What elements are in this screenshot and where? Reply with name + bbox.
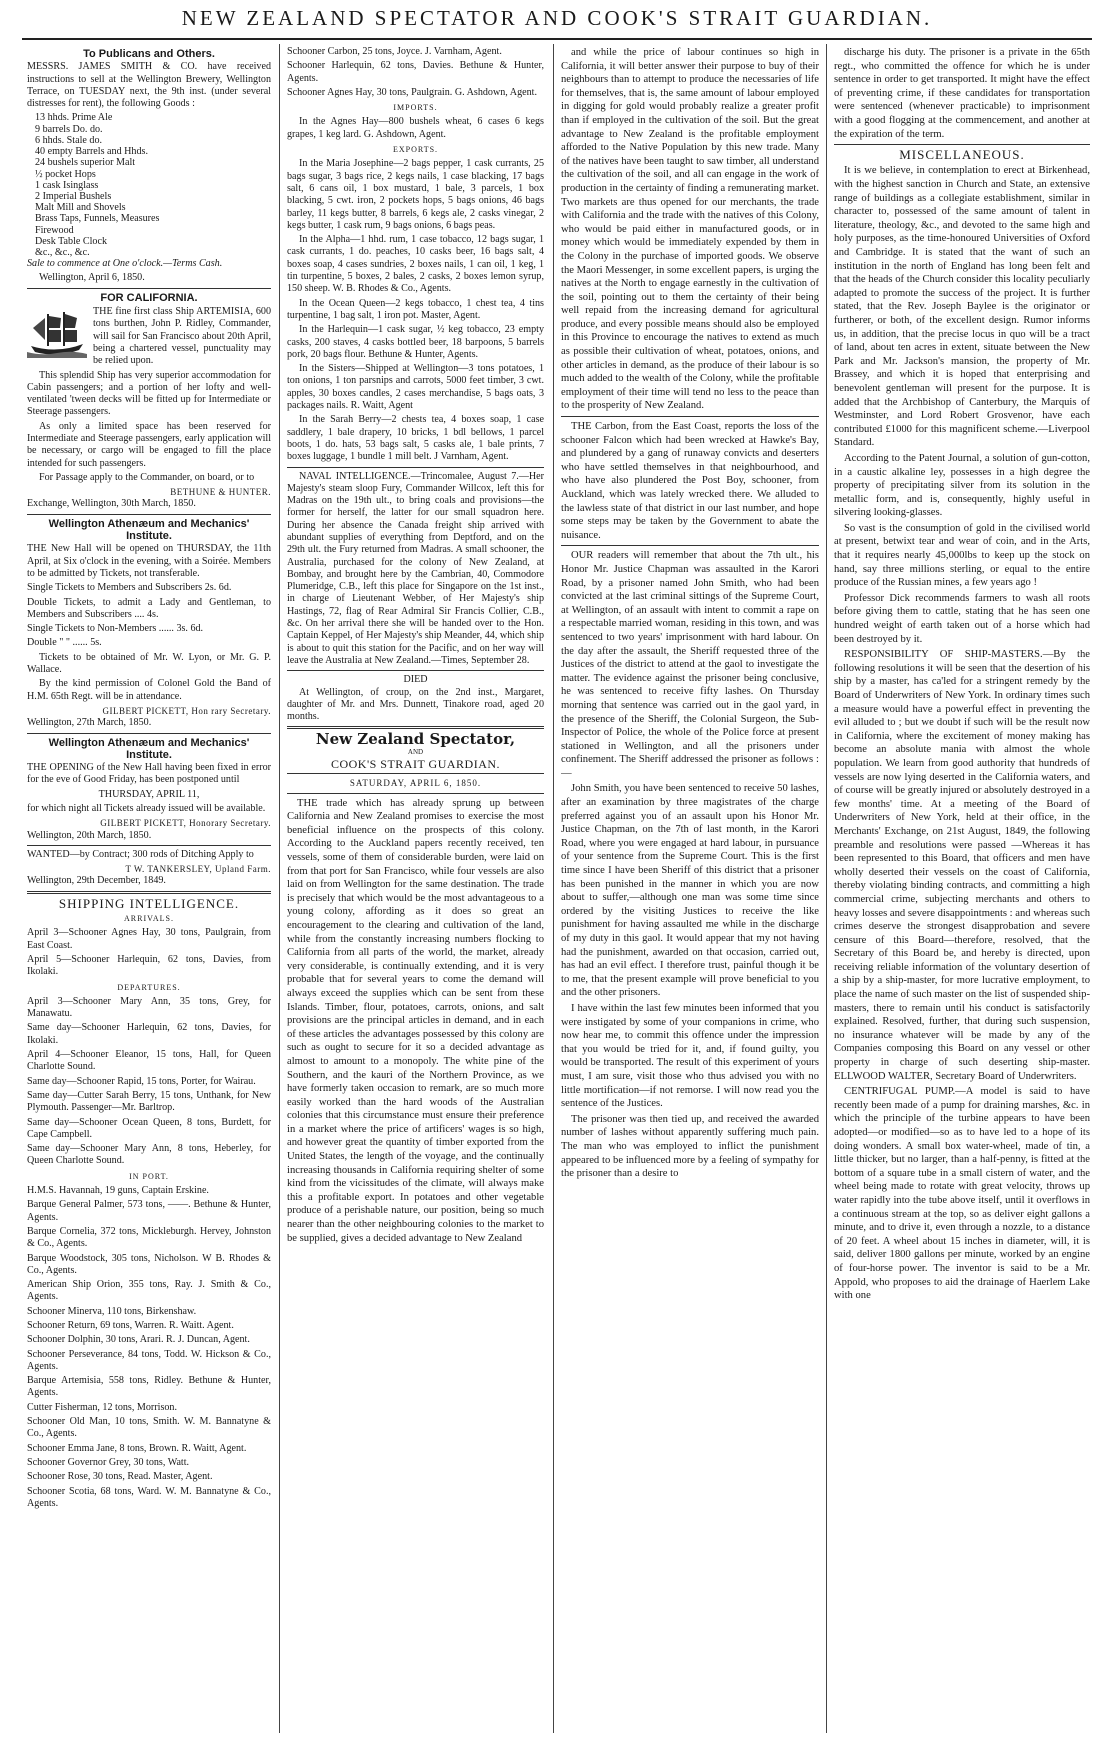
goods-item: 13 hhds. Prime Ale <box>35 112 113 124</box>
exports-entry: In the Maria Josephine—2 bags pepper, 1 cask currants, 25 bags sugar, 3 bags rice, 2 kegs nails, 1 case blacking, 17 bags salt, 6 cans oil, 1 box mustard, 1 bale, 3 parcels, 1 box blacking, 5 cwt. iron, 2 pockets hops, 5 bags onions, 46 bags barley, 11 kegs butter, 8 barrels, 6 kegs ale, 2 casks vinegar, 2 kegs butter, 1 cask rum, 9 bags onions, 6 bags peas. <box>287 158 544 231</box>
divider <box>27 891 271 894</box>
shipping-entry: Cutter Fisherman, 12 tons, Morrison. <box>27 1401 177 1413</box>
ad-text: Double Tickets, to admit a Lady and Gentleman, to Members and Subscribers .... 4s. <box>27 596 271 620</box>
divider <box>561 545 819 546</box>
divider <box>27 845 271 846</box>
article-paragraph: discharge his duty. The prisoner is a private in the 65th regt., who committed the offence for which he is under sentence in order to get transported. It might have the effect of preventing crime, if these candidates for transportation were sentenced (whenever practicable) to imprisonment with a good flogging at the commencement, and another at the expiration of the term. <box>834 47 1090 140</box>
shipping-entry: Schooner Harlequin, 62 tons, Davies. Bethune & Hunter, Agents. <box>287 60 544 84</box>
paper-date: SATURDAY, APRIL 6, 1850. <box>349 778 482 789</box>
goods-list <box>27 112 271 258</box>
goods-item: 40 empty Barrels and Hhds. <box>35 146 148 158</box>
divider <box>834 144 1090 145</box>
shipping-entry: April 3—Schooner Agnes Hay, 30 tons, Paulgrain, from East Coast. <box>27 927 271 951</box>
subsection-title: EXPORTS. <box>392 145 439 155</box>
goods-item: 24 bushels superior Malt <box>35 157 136 169</box>
exports-entry: In the Sisters—Shipped at Wellington—3 tons potatoes, 1 ton onions, 1 ton parsnips and carrots, 5000 feet timber, 3 cwt. apples, 30 boxes candles, 2 cases merchandise, 5 bags oats, 3 packages nails. R. Waitt, Agent <box>287 363 544 412</box>
shipping-entry: Schooner Agnes Hay, 30 tons, Paulgrain. G. Ashdown, Agent. <box>287 86 537 98</box>
exports-entry: In the Alpha—1 hhd. rum, 1 case tobacco, 12 bags sugar, 1 cask currants, 1 do. peaches, 10 casks beer, 16 bags salt, 4 boxes soap, 4 cases sundries, 2 boxes nails, 1 can oil, 1 keg, 1 tin turpentine, 5 boxes, 2 bales, 2 casks, 2 boxes lemon syrup, 150 sheep. W. B. Rhodes & Co., Agents. <box>287 234 544 295</box>
editorial-paragraph: THE trade which has already sprung up between California and New Zealand promises to exercise the most beneficial influence on the prospects of this colony. According to the Auckland papers recently received, ten vessels, some of them of considerable burden, were laid on from that port for San Francisco, while four vessels are also laid on from Wellington for the same destination. The trade is precisely that which would be the most advantageous to a young colony, affording as it does so great an encouragement to the clearing and cultivation of the land, while from the constantly increasing numbers flocking to California from all parts of the world, the market, already very considerable, is continually extending, and it is very probable that for several years to come the demand will always exceed the supplies which can be sent from these Islands. Timber, flour, potatoes, carrots, onions, and salt provisions are the principal articles in demand, and in each of these articles the advantages possessed by this colony are such as ought to secure for it so a decided advantage as almost to amount to a monopoly. The white pine of the Southern, and the kauri of the Northern Province, as we have formerly taken occasion to remark, are so much more easily worked than the hard woods of the Australian colonies that this circumstance must ensure their preference in a market where the price of artificers' wages is so high, and however great the quantity of timber exported from the United States, the length of the voyage, and the continually increasing thousands in California requiring shelter of some kind from the vicissitudes of the climate, will always make this a profitable export. In potatoes and other vegetable produce of a perishable nature, our position, being so much nearer than the other neighbouring colonies to the market to be supplied, gives a decided advantage to New Zealand <box>287 797 544 1244</box>
divider <box>287 467 544 468</box>
ad-date: Wellington, April 6, 1850. <box>39 272 145 284</box>
shipping-entry: Schooner Return, 69 tons, Warren. R. Waitt. Agent. <box>27 1319 234 1331</box>
article-paragraph: OUR readers will remember that about the 7th ult., his Honor Mr. Justice Chapman was assaulted in the Karori Road, by a prisoner named John Smith, who had been convicted at the last criminal sittings of the Supreme Court, at Wellington, of an assault with intent to commit a rape on a respectable married woman, residing in this town, and was sentenced to two years' imprisonment with hard labour. On the day after the assault, the Sheriff requested three of the Justices of the district to attend at the gaol to investigate the matter. The evidence against the prisoner being conclusive, he was sentenced to receive fifty lashes. On Thursday morning that sentence was carried out in the gaol yard, in the presence of the Sheriff, the Colonial Surgeon, the Sub-Inspector of Police, the whole of the Police force at present stationed in Wellington, and all the prisoners under confinement. The Sheriff addressed the prisoner as follows :— <box>561 550 819 779</box>
article-paragraph: THE Carbon, from the East Coast, reports the loss of the schooner Falcon which had been wrecked at Hawke's Bay, and plundered by a gang of runaway convicts and deserters who have settled themselves in that neighbourhood, and who have also plundered the Post Boy, schooner, from Auckland, which was lately wrecked there. We alluded to the lawless state of that district in our last number, and hope some steps may be taken by the Government to abate the nuisance. <box>561 421 819 541</box>
divider <box>287 773 544 774</box>
shipping-entry: Same day—Cutter Sarah Berry, 15 tons, Unthank, for New Plymouth. Passenger—Mr. Barltrop. <box>27 1089 271 1114</box>
shipping-entry: Schooner Dolphin, 30 tons, Arari. R. J. Duncan, Agent. <box>27 1334 250 1346</box>
ad-date: Wellington, 29th December, 1849. <box>27 875 166 887</box>
sailing-ship-icon <box>27 306 87 358</box>
column-divider <box>826 44 827 1733</box>
article-paragraph: RESPONSIBILITY OF SHIP-MASTERS.—By the following resolutions it will be seen that the desertion of his ship by a master, has ca'led for a stringent remedy by the Board of Underwriters of New York. In ordinary times such a measure would have a powerful effect in preventing the evil alluded to ; but we doubt if such will be the result now in California, where the excitement of money making has become an absolute mania with almost the whole population. We learn from good authority that hundreds of vessels are now lying deserted in the California waters, and of course will be greatly injured or absolutely destroyed in a few months' time. At a meeting of the Board of Underwriters of New York, held at their office, in the Merchants' Exchange, on 21st August, 1849, the following preamble and resolutions were passed —Whereas it has been represented to this Board, that officers and men have wholly deserted their vessels on the coast of California, thereby violating binding contracts, and committing a high commercial crime, subjecting merchants and others to heavy losses and severe disappointments : and whereas such crimes deserve the strongest disapprobation and severe censure of this Board—therefore, resolved, that the Secretary of this Board be, and hereby is directed, upon receiving reliable information of the voluntary desertion of a ship by a ship-master, for more lucrative employment, to place the name of such master on the list of suspended ship-masters, there to remain until his conduct is satisfactorily explained. Resolved, further, that during such suspension, no insurance whatever will be made by any of the Companies composing this Board on any vessel or other property in charge of such deserting ship-master. ELLWOOD WALTER, Secretary Board of Underwriters. <box>834 649 1090 1082</box>
shipping-entry: Barque Artemisia, 558 tons, Ridley. Bethune & Hunter, Agents. <box>27 1375 271 1399</box>
imports-text: In the Agnes Hay—800 bushels wheat, 6 cases 6 kegs grapes, 1 keg lard. G. Ashdown, Agent. <box>287 116 544 140</box>
shipping-entry: Schooner Governor Grey, 30 tons, Watt. <box>27 1456 190 1468</box>
shipping-entry: American Ship Orion, 355 tons, Ray. J. Smith & Co., Agents. <box>27 1279 271 1303</box>
divider <box>287 726 544 729</box>
shipping-entry: April 4—Schooner Eleanor, 15 tons, Hall, for Queen Charlotte Sound. <box>27 1049 271 1073</box>
article-paragraph: The prisoner was then tied up, and received the awarded number of lashes without apparently suffering much pain. The man who was employed to inflict the punishment appeared to be influenced more by a feeling of sympathy for the prisoner than a desire to <box>561 1113 819 1180</box>
article-paragraph: So vast is the consumption of gold in the civilised world at present, betwixt tear and wear of coin, and in the Arts, that it requires nearly 45,000lbs to keep up the stock on hand, say three millions sterling, or equal to the entire produce of the Russian mines, a few years ago ! <box>834 522 1090 589</box>
divider <box>27 514 271 515</box>
divider <box>27 733 271 734</box>
shipping-entry: Same day—Schooner Mary Ann, 8 tons, Heberley, for Queen Charlotte Sound. <box>27 1143 271 1167</box>
divider <box>287 793 544 794</box>
column-4 <box>834 46 1090 1735</box>
ad-date: Wellington, 27th March, 1850. <box>27 717 152 729</box>
article-paragraph: CENTRIFUGAL PUMP.—A model is said to have recently been made of a pump for draining marshes, &c. in which the principle of the turbine appears to have been adopted—or modified—so as to have led to a hope of its doing wonders. A small box water-wheel, made of tin, a little thicker, but no larger, than a half-penny, is fitted at the bottom of a square tube in a small cistern of water, and the wheel being made to rotate with great velocity, throws up water rapidly into the tube above itself, until it overflows in a continuous stream at the top, so as deliver eight gallons a minute, and to drive it, even through a nozzle, to a distance of 20 feet. A wheel about 15 inches in diameter, will, it is said, deliver 1800 gallons per minute, worked by an engine of four-horse power. The inventor is said to be a Mr. Appold, who proposes to aid the drainage of Haerlem Lake with one <box>834 1086 1090 1302</box>
ad-title-publicans: To Publicans and Others. <box>83 48 215 60</box>
column-1 <box>27 46 271 1735</box>
shipping-entry: April 5—Schooner Harlequin, 62 tons, Davies, from Ikolaki. <box>27 953 271 978</box>
shipping-entry: Schooner Emma Jane, 8 tons, Brown. R. Waitt, Agent. <box>27 1442 247 1454</box>
ad-signature: GILBERT PICKETT, Honorary Secretary. <box>100 818 271 829</box>
paper-name: New Zealand Spectator, <box>315 730 516 749</box>
goods-item: ½ pocket Hops <box>35 168 96 180</box>
ad-text: For Passage apply to the Commander, on board, or to <box>39 471 255 483</box>
naval-intelligence: NAVAL INTELLIGENCE.—Trincomalee, August 7.—Her Majesty's steam sloop Fury, Commander Willcox, left this for Madras on the 19th ult., to bring coals and provisions—the former for herself, the latter for our small squadron here. During her absence the Canada freight ship arrived with abundant supplies of everything from Deptford, and on the 29th ult. the Fury returned from Madras. A small schooner, the Australia, purchased for the colony of New Zealand, at Bombay, and brought here by the Cambrian, 40, Commodore Plumeridge, C.B., left this place for Singapore on the 1st inst., in charge of Lieutenant Webber, of Her Majesty's ship Hastings, 72, flag of Rear Admiral Sir Francis Collier, C.B., &c. On her arrival there she will be handed over to the Hon. Captain Keppel, of Her Majesty's ship Meander, 44, which ship is about to quit this station for the Pacific, and on her way will leave the Australia at New Zealand.—Times, September 28. <box>287 470 544 666</box>
shipping-entry: Barque Cornelia, 372 tons, Mickleburgh. Hervey, Johnston & Co., Agents. <box>27 1225 271 1250</box>
article-paragraph: It is we believe, in contemplation to erect at Birkenhead, with the highest sanction in Church and State, an extensive range of buildings as a collegiate establishment, similar in character to, possessed of the same amount of talent in literature, theology, &c., and devoted to the same high and holy purposes, as the time-honoured Universities of Oxford and Cambridge. It is stated that the want of such an institution in the north of England has long been felt and that the heads of the Church consider this locality peculiarly adapted to promote the success of the project. It is further stated, that the Rev. Joseph Baylee is the originator or furtherer, or both, of the excellent design. Rumor informs us, in addition, that the precise locus in quo will be a tract of land, about ten acres in extent, situate between the New Park and Mr. Jackson's mansion, the property of Mr. Brassey, and which it is hoped that enterprising and benevolent gentleman will present for the purpose. It is added that the Archbishop of Canterbury, the Marquis of Westminster, and Lord Robert Grosvenor, have each contributed £1000 for this magnificent scheme.—Liverpool Standard. <box>834 165 1090 449</box>
article-paragraph: and while the price of labour continues so high in California, it will better answer their purpose to buy of their neighbours than to attempt to produce the necessaries of life for themselves, that is, the same amount of labour employed in digging for gold would probably realize a greater profit than if employed in the cultivation of the soil. But the great advantage to New Zealand is the profitable employment afforded to the Native Population by this new trade. Many of the natives have been taught to saw timber, all understand the cultivation of the soil, and all can engage in the work of production in the certainty of finding a remunerating market. Two markets are thus opened for our merchants, the trade with California and the trade with the natives of this Colony, who would be paid either in manufactured goods, or in money which would be immediately expended by them in the Colony in the purchase of imported goods. We observe the Maori Messenger, in some excellent papers, is urging the natives at the North to engage earnestly in the cultivation of the soil, pointing out to them the certainty of their being well repaid from the increasing demand for agricultural produce, and every possible means should also be employed in this Province to encourage the natives to extend as much as possible their cultivation of wheat, potatoes, onions, and other articles in demand, as the produce of their labour is so much added to the wealth of the Colony, while the profitable employment of their time will tend no less to the peace than to the prosperity of New Zealand. <box>561 47 819 412</box>
ad-date-line: THURSDAY, APRIL 11, <box>98 788 200 800</box>
newspaper-masthead: NEW ZEALAND SPECTATOR AND COOK'S STRAIT GUARDIAN. <box>181 6 933 30</box>
article-paragraph: John Smith, you have been sentenced to receive 50 lashes, after an examination by three magistrates of the charge preferred against you of an assault upon his Honor Mr. Justice Chapman, on the 7th of last month, in the Karori Road, where you were engaged at hard labour, in pursuance of your sentence from the Supreme Court. This is the first time since I have been Sheriff of this district that a prisoner has been punished in the manner in which you are now about to suffer,—although one man was some time since ordered by the visiting Justices to receive the like punishment for having assaulted me while in the discharge of my duty in this gaol. It would appear that my not having had the punishment, awarded on that occasion, carried out, has had an evil effect. I therefore trust, painful though it be to me, that the present example will prove beneficial to you and the other prisoners. <box>561 783 819 999</box>
subsection-title: IN PORT. <box>129 1171 169 1181</box>
ad-text: THE fine first class Ship ARTEMISIA, 600 tons burthen, John P. Ridley, Commander, will sail for San Francisco about 20th April, being a chartered vessel, punctuality may be relied upon. <box>93 306 271 367</box>
ad-title-athenaeum: Wellington Athenæum and Mechanics' Institute. <box>48 517 250 543</box>
ad-title-athenaeum: Wellington Athenæum and Mechanics' Institute. <box>48 736 250 761</box>
column-divider <box>279 44 280 1733</box>
died-notice: At Wellington, of croup, on the 2nd inst., Margaret, daughter of Mr. and Mrs. Dunnett, Tinakore road, aged 20 months. <box>287 686 544 723</box>
paper-and: AND <box>407 747 424 756</box>
shipping-entry: Same day—Schooner Rapid, 15 tons, Porter, for Wairau. <box>27 1075 256 1087</box>
shipping-entry: Schooner Perseverance, 84 tons, Todd. W. Hickson & Co., Agents. <box>27 1348 271 1372</box>
shipping-entry: April 3—Schooner Mary Ann, 35 tons, Grey, for Manawatu. <box>27 995 271 1020</box>
shipping-entry: Schooner Old Man, 10 tons, Smith. W. M. Bannatyne & Co., Agents. <box>27 1416 271 1440</box>
ad-text: Single Tickets to Members and Subscribers 2s. 6d. <box>27 582 232 594</box>
goods-item: Brass Taps, Funnels, Measures <box>35 213 160 225</box>
shipping-entry: Barque Woodstock, 305 tons, Nicholson. W B. Rhodes & Co., Agents. <box>27 1252 271 1276</box>
goods-item: 2 Imperial Bushels <box>35 190 112 202</box>
ad-date: Wellington, 20th March, 1850. <box>27 829 152 841</box>
sale-terms: Sale to commence at One o'clock.—Terms Cash. <box>27 258 223 270</box>
ad-text: By the kind permission of Colonel Gold the Band of H.M. 65th Regt. will be in attendance. <box>27 678 271 702</box>
subsection-title: ARRIVALS. <box>124 914 174 924</box>
goods-item: 9 barrels Do. do. <box>35 123 103 135</box>
article-paragraph: Professor Dick recommends farmers to wash all roots before giving them to cattle, stating that he has seen one hundred weight of earth taken out of a horse which had been destroyed by it. <box>834 592 1090 645</box>
shipping-entry: Barque General Palmer, 573 tons, ——. Bethune & Hunter, Agents. <box>27 1199 271 1223</box>
ad-title-california: FOR CALIFORNIA. <box>100 291 198 304</box>
exports-entry: In the Harlequin—1 cask sugar, ½ keg tobacco, 23 empty casks, 200 staves, 4 casks bottled beer, 18 barpoons, 5 barrels pork, 20 bags flour. Bethune & Hunter, Agents. <box>287 324 544 360</box>
goods-item: Firewood <box>35 224 74 236</box>
goods-item: &c., &c., &c. <box>35 246 90 258</box>
divider <box>27 288 271 289</box>
goods-item: 6 hhds. Stale do. <box>35 134 103 146</box>
shipping-entry: Schooner Minerva, 110 tons, Birkenshaw. <box>27 1305 197 1317</box>
column-divider <box>553 44 554 1733</box>
ad-signature: T W. TANKERSLEY, Upland Farm. <box>125 864 271 875</box>
article-paragraph: I have within the last few minutes been informed that you were instigated by some of your companions in crime, who now hear me, to commit this offence under the impression that you would be tried for it, and, if found guilty, you would be transported. The result of this experiment of yours must, I am sure, visit those who thus advised you with no little mortification—if not remorse. I will now read you the sentence of the Justices. <box>561 1002 819 1110</box>
section-title-shipping: SHIPPING INTELLIGENCE. <box>58 895 240 911</box>
ad-text: WANTED—by Contract; 300 rods of Ditching Apply to <box>27 848 254 860</box>
ad-text: THE New Hall will be opened on THURSDAY, the 11th April, at Six o'clock in the evening, with a Soirée. Members to be admitted by Tickets, not transferable. <box>27 543 271 579</box>
subsection-title: DEPARTURES. <box>117 982 181 992</box>
died-title: DIED <box>403 674 428 686</box>
shipping-entry: Schooner Scotia, 68 tons, Ward. W. M. Bannatyne & Co., Agents. <box>27 1485 271 1509</box>
paper-subtitle: COOK'S STRAIT GUARDIAN. <box>330 757 501 772</box>
ad-signature: GILBERT PICKETT, Hon rary Secretary. <box>102 705 271 716</box>
goods-item: Malt Mill and Shovels <box>35 202 126 214</box>
shipping-entry: Schooner Carbon, 25 tons, Joyce. J. Varnham, Agent. <box>287 46 502 57</box>
ad-text: for which night all Tickets already issued will be available. <box>27 803 266 814</box>
shipping-entry: Same day—Schooner Ocean Queen, 8 tons, Burdett, for Cape Campbell. <box>27 1116 271 1140</box>
ad-date: Exchange, Wellington, 30th March, 1850. <box>27 498 196 510</box>
subsection-title: IMPORTS. <box>393 103 438 113</box>
shipping-entry: Same day—Schooner Harlequin, 62 tons, Davies, for Ikolaki. <box>27 1022 271 1046</box>
shipping-entry: H.M.S. Havannah, 19 guns, Captain Erskine. <box>27 1185 209 1197</box>
ad-text: Double " " ...... 5s. <box>27 637 102 649</box>
ad-text: As only a limited space has been reserved for Intermediate and Steerage passengers, early application will be necessary, or cargo will be engaged to fill the place intended for such passengers. <box>27 420 271 469</box>
ad-text: Tickets to be obtained of Mr. W. Lyon, or Mr. G. P. Wallace. <box>27 651 271 676</box>
ad-signature: BETHUNE & HUNTER. <box>170 487 271 498</box>
article-paragraph: According to the Patent Journal, a solution of gun-cotton, in a caustic alkaline ley, possesses in a high degree the property of precipitating silver from its solution in the metallic form, and is, consequently, highly useful in silvering looking-glasses. <box>834 452 1090 519</box>
shipping-entry: Schooner Rose, 30 tons, Read. Master, Agent. <box>27 1471 213 1483</box>
ad-text: MESSRS. JAMES SMITH & CO. have received instructions to sell at the Wellington Brewery, Wellington Terrace, on TUESDAY next, the 9th inst. (under several distresses for rent), the following Goods : <box>27 61 271 110</box>
exports-entry: In the Ocean Queen—2 kegs tobacco, 1 chest tea, 4 tins turpentine, 1 bag salt, 1 iron pot. Master, Agent. <box>287 297 544 321</box>
section-title-miscellaneous: MISCELLANEOUS. <box>899 147 1025 163</box>
masthead-rule <box>22 38 1092 40</box>
ship-ad <box>27 306 271 367</box>
column-2 <box>287 46 544 1735</box>
ad-text: THE OPENING of the New Hall having been fixed in error for the eve of Good Friday, has been postponed until <box>27 762 271 786</box>
ad-text: This splendid Ship has very superior accommodation for Cabin passengers; and a portion of her lofty and well-ventilated 'tween decks will be fitted up for Intermediate or Steerage passengers. <box>27 369 271 418</box>
divider <box>561 416 819 417</box>
column-3 <box>561 46 819 1735</box>
exports-entry: In the Sarah Berry—2 chests tea, 4 boxes soap, 1 case saddlery, 1 bale drapery, 10 bricks, 1 bdl bellows, 1 parcel boots, 1 do. hats, 53 bags salt, 5 casks ale, 1 bale prints, 7 boxes luggage, 1 bundle 1 mill belt. J Varnham, Agent. <box>287 414 544 463</box>
ad-text: Single Tickets to Non-Members ...... 3s. 6d. <box>27 623 204 635</box>
divider <box>287 670 544 671</box>
goods-item: Desk Table Clock <box>35 235 107 247</box>
goods-item: 1 cask Isinglass <box>35 179 99 191</box>
